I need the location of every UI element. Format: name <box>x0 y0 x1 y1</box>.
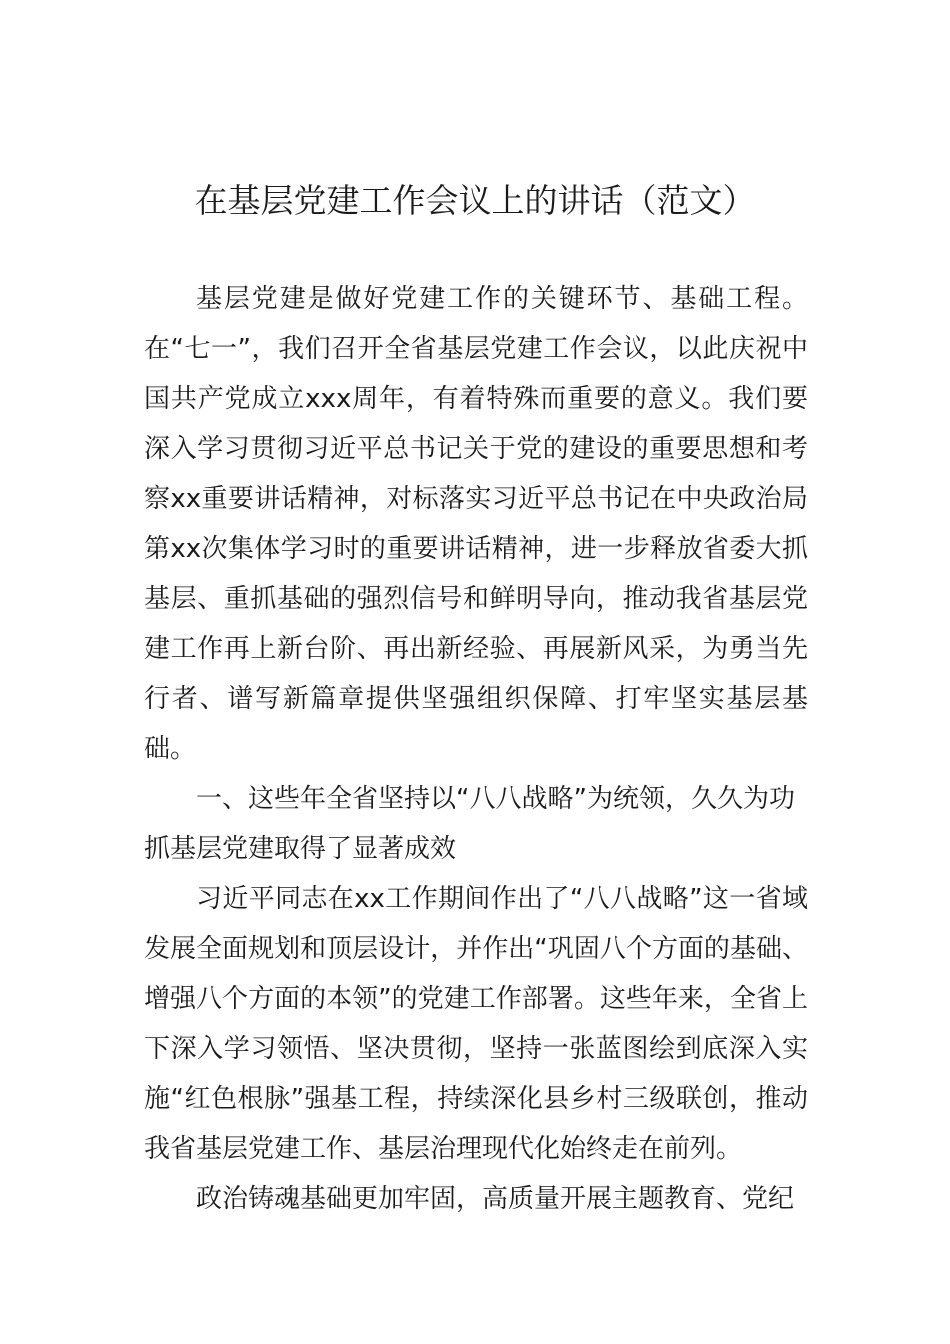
paragraph-political-foundation: 政治铸魂基础更加牢固，高质量开展主题教育、党纪 <box>196 1184 795 1214</box>
paragraph-eight-eight-strategy: 习近平同志在xx工作期间作出了“八八战略”这一省域发展全面规划和顶层设计，并作出“巩固八个方面的基础、增强八个方面的本领”的党建工作部署。这些年来，全省上下深入学习领悟、坚决贯彻，坚持一张蓝图绘到底深入实施“红色根脉”强基工程，持续深化县乡村三级联创，推动我省基层党建工作、基层治理现代化始终走在前列。 <box>144 884 808 1164</box>
document-body <box>144 274 808 1224</box>
paragraph-intro: 基层党建是做好党建工作的关键环节、基础工程。在“七一”，我们召开全省基层党建工作会议，以此庆祝中国共产党成立xxx周年，有着特殊而重要的意义。我们要深入学习贯彻习近平总书记关于党的建设的重要思想和考察xx重要讲话精神，对标落实习近平总书记在中央政治局第xx次集体学习时的重要讲话精神，进一步释放省委大抓基层、重抓基础的强烈信号和鲜明导向，推动我省基层党建工作再上新台阶、再出新经验、再展新风采，为勇当先行者、谱写新篇章提供坚强组织保障、打牢坚实基层基础。 <box>144 284 808 764</box>
section-heading-1: 一、这些年全省坚持以“八八战略”为统领，久久为功抓基层党建取得了显著成效 <box>144 784 795 864</box>
document-title: 在基层党建工作会议上的讲话（范文） <box>194 181 756 220</box>
